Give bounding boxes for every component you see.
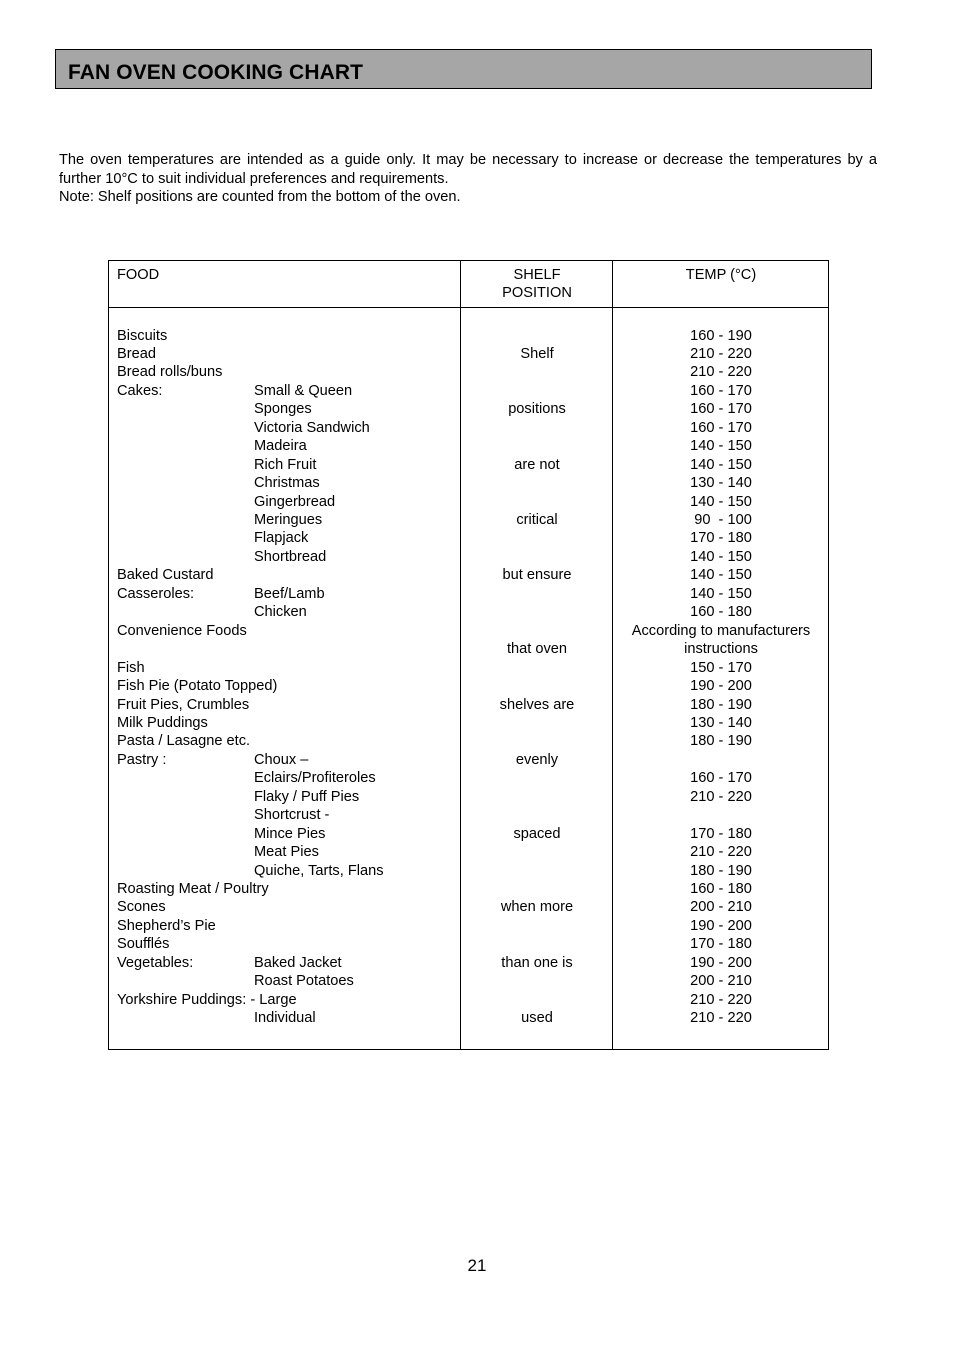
- food-subtype-cell: Shortcrust -: [254, 807, 330, 824]
- food-cell: Soufflés: [117, 936, 170, 953]
- food-subtype-cell: Individual: [254, 1010, 316, 1027]
- temperature-cell: 200 - 210: [690, 973, 752, 990]
- shelf-position-cell: than one is: [501, 954, 573, 971]
- food-subtype-cell: Mince Pies: [254, 825, 326, 842]
- food-subtype-cell: Rich Fruit: [254, 456, 317, 473]
- table-row: [109, 363, 830, 381]
- food-cell: Baked Custard: [117, 567, 214, 584]
- temperature-cell: 160 - 180: [690, 604, 752, 621]
- temperature-cell: 140 - 150: [690, 438, 752, 455]
- intro-text: [59, 151, 877, 207]
- food-subtype-cell: Christmas: [254, 475, 320, 492]
- shelf-position-cell: spaced: [513, 825, 561, 842]
- shelf-position-cell: shelves are: [499, 696, 575, 713]
- food-subtype-cell: Gingerbread: [254, 493, 336, 510]
- temperature-cell: 200 - 210: [690, 899, 752, 916]
- temperature-cell: 160 - 170: [690, 401, 752, 418]
- table-row: [109, 843, 830, 861]
- table-row: [109, 493, 830, 511]
- temperature-cell: 180 - 190: [690, 862, 752, 879]
- food-subtype-cell: Chicken: [254, 604, 307, 621]
- food-cell: Bread: [117, 345, 156, 362]
- table-row: [109, 935, 830, 953]
- temperature-cell: 140 - 150: [690, 456, 752, 473]
- temperature-cell: 90 - 100: [690, 512, 752, 528]
- table-row: [109, 862, 830, 880]
- table-row: [109, 788, 830, 806]
- table-row: [109, 566, 830, 584]
- table-row: [109, 659, 830, 677]
- table-row: [109, 714, 830, 732]
- table-row: [109, 696, 830, 714]
- shelf-position-cell: are not: [514, 456, 560, 473]
- food-cell: Milk Puddings: [117, 714, 208, 731]
- header-shelf-position: [461, 266, 613, 303]
- header-shelf-line2: POSITION: [502, 285, 572, 302]
- temperature-cell: 150 - 170: [690, 659, 752, 676]
- food-cell: Casseroles:: [117, 585, 195, 602]
- temperature-cell: 140 - 150: [690, 567, 752, 584]
- temperature-cell: 140 - 150: [690, 548, 752, 565]
- temperature-cell: 180 - 190: [690, 696, 752, 713]
- food-cell: Shepherd’s Pie: [117, 917, 216, 934]
- table-row: [109, 732, 830, 750]
- table-row: [109, 419, 830, 437]
- table-row: [109, 603, 830, 621]
- table-row: [109, 345, 830, 363]
- food-subtype-cell: Shortbread: [254, 548, 327, 565]
- shelf-position-cell: that oven: [506, 641, 568, 658]
- food-cell: Yorkshire Puddings: - Large: [117, 991, 297, 1008]
- shelf-position-cell: critical: [516, 512, 558, 528]
- temperature-cell: 130 - 140: [690, 475, 752, 492]
- food-subtype-cell: Beef/Lamb: [254, 585, 325, 602]
- food-subtype-cell: Small & Queen: [254, 382, 353, 399]
- shelf-position-cell: used: [521, 1010, 553, 1027]
- title-bar: [55, 49, 872, 89]
- intro-guide-paragraph: The oven temperatures are intended as a guide only. It may be necessary to increase or decrease the temperatures by a further 10°C to suit individual preferences and requirements.: [59, 152, 877, 187]
- temperature-cell: 130 - 140: [690, 714, 752, 731]
- header-divider: [109, 307, 828, 308]
- header-food: FOOD: [117, 267, 160, 283]
- table-row: [109, 622, 830, 640]
- food-subtype-cell: Baked Jacket: [254, 954, 342, 971]
- temperature-cell: 210 - 220: [690, 991, 752, 1008]
- temperature-cell: 210 - 220: [690, 364, 752, 381]
- table-row: [109, 806, 830, 824]
- food-subtype-cell: Flapjack: [254, 530, 309, 547]
- shelf-position-cell: Shelf: [520, 345, 554, 362]
- food-cell: Scones: [117, 899, 166, 916]
- temperature-cell: 140 - 150: [690, 493, 752, 510]
- temperature-cell: According to manufacturers: [631, 622, 811, 639]
- temperature-cell: instructions: [684, 641, 758, 658]
- temperature-cell: 160 - 170: [690, 770, 752, 787]
- temperature-cell: 190 - 200: [690, 678, 752, 695]
- page-number: 21: [467, 1256, 487, 1275]
- food-cell: Pastry :: [117, 751, 167, 768]
- food-subtype-cell: Madeira: [254, 438, 307, 455]
- shelf-position-cell: evenly: [515, 751, 559, 768]
- food-subtype-cell: Choux –: [254, 751, 309, 768]
- food-cell: Roasting Meat / Poultry: [117, 881, 269, 897]
- table-row: [109, 991, 830, 1009]
- table-row: [109, 400, 830, 418]
- temperature-cell: 170 - 180: [690, 825, 752, 842]
- header-temp: TEMP (°C): [685, 267, 757, 283]
- food-subtype-cell: Sponges: [254, 401, 312, 418]
- food-cell: Pasta / Lasagne etc.: [117, 733, 251, 750]
- table-row: [109, 898, 830, 916]
- shelf-position-cell: but ensure: [502, 567, 572, 584]
- table-row: [109, 751, 830, 769]
- temperature-cell: 210 - 220: [690, 1010, 752, 1027]
- food-subtype-cell: Roast Potatoes: [254, 973, 354, 990]
- temperature-cell: 210 - 220: [690, 788, 752, 805]
- page-title: FAN OVEN COOKING CHART: [68, 61, 364, 84]
- temperature-cell: 160 - 180: [690, 881, 752, 897]
- intro-note: Note: Shelf positions are counted from the bottom of the oven.: [59, 189, 461, 205]
- table-row: [109, 954, 830, 972]
- table-row: [109, 511, 830, 529]
- table-row: [109, 585, 830, 603]
- table-row: [109, 437, 830, 455]
- temperature-cell: 140 - 150: [690, 585, 752, 602]
- temperature-cell: 210 - 220: [690, 345, 752, 362]
- table-row: [109, 640, 830, 658]
- shelf-position-cell: when more: [500, 899, 574, 916]
- food-subtype-cell: Flaky / Puff Pies: [254, 788, 360, 805]
- temperature-cell: 170 - 180: [690, 936, 752, 953]
- food-subtype-cell: Quiche, Tarts, Flans: [254, 862, 384, 879]
- food-subtype-cell: Victoria Sandwich: [254, 419, 370, 436]
- table-row: [109, 769, 830, 787]
- food-cell: Convenience Foods: [117, 622, 247, 639]
- table-row: [109, 1009, 830, 1027]
- shelf-position-cell: positions: [508, 401, 566, 418]
- table-row: [109, 474, 830, 492]
- temperature-cell: 190 - 200: [690, 917, 752, 934]
- food-cell: Bread rolls/buns: [117, 364, 223, 381]
- food-cell: Fish: [117, 659, 145, 676]
- food-cell: Biscuits: [117, 327, 168, 344]
- food-cell: Vegetables:: [117, 954, 194, 971]
- table-row: [109, 382, 830, 400]
- table-row: [109, 972, 830, 990]
- temperature-cell: 180 - 190: [690, 733, 752, 750]
- table-row: [109, 456, 830, 474]
- table-row: [109, 825, 830, 843]
- food-subtype-cell: Eclairs/Profiteroles: [254, 770, 376, 787]
- temperature-cell: 210 - 220: [690, 844, 752, 861]
- temperature-cell: 160 - 170: [690, 382, 752, 399]
- temperature-cell: 160 - 170: [690, 419, 752, 436]
- table-row: [109, 677, 830, 695]
- temperature-cell: 170 - 180: [690, 530, 752, 547]
- table-row: [109, 529, 830, 547]
- table-row: [109, 327, 830, 345]
- cooking-chart-table: [108, 260, 829, 1050]
- header-shelf-line1: SHELF: [513, 267, 561, 283]
- food-cell: Fruit Pies, Crumbles: [117, 696, 250, 713]
- food-subtype-cell: Meringues: [254, 512, 323, 528]
- table-row: [109, 880, 830, 898]
- table-row: [109, 917, 830, 935]
- table-row: [109, 548, 830, 566]
- food-cell: Fish Pie (Potato Topped): [117, 678, 278, 695]
- food-subtype-cell: Meat Pies: [254, 844, 319, 861]
- temperature-cell: 160 - 190: [690, 327, 752, 344]
- temperature-cell: 190 - 200: [690, 954, 752, 971]
- food-cell: Cakes:: [117, 382, 163, 399]
